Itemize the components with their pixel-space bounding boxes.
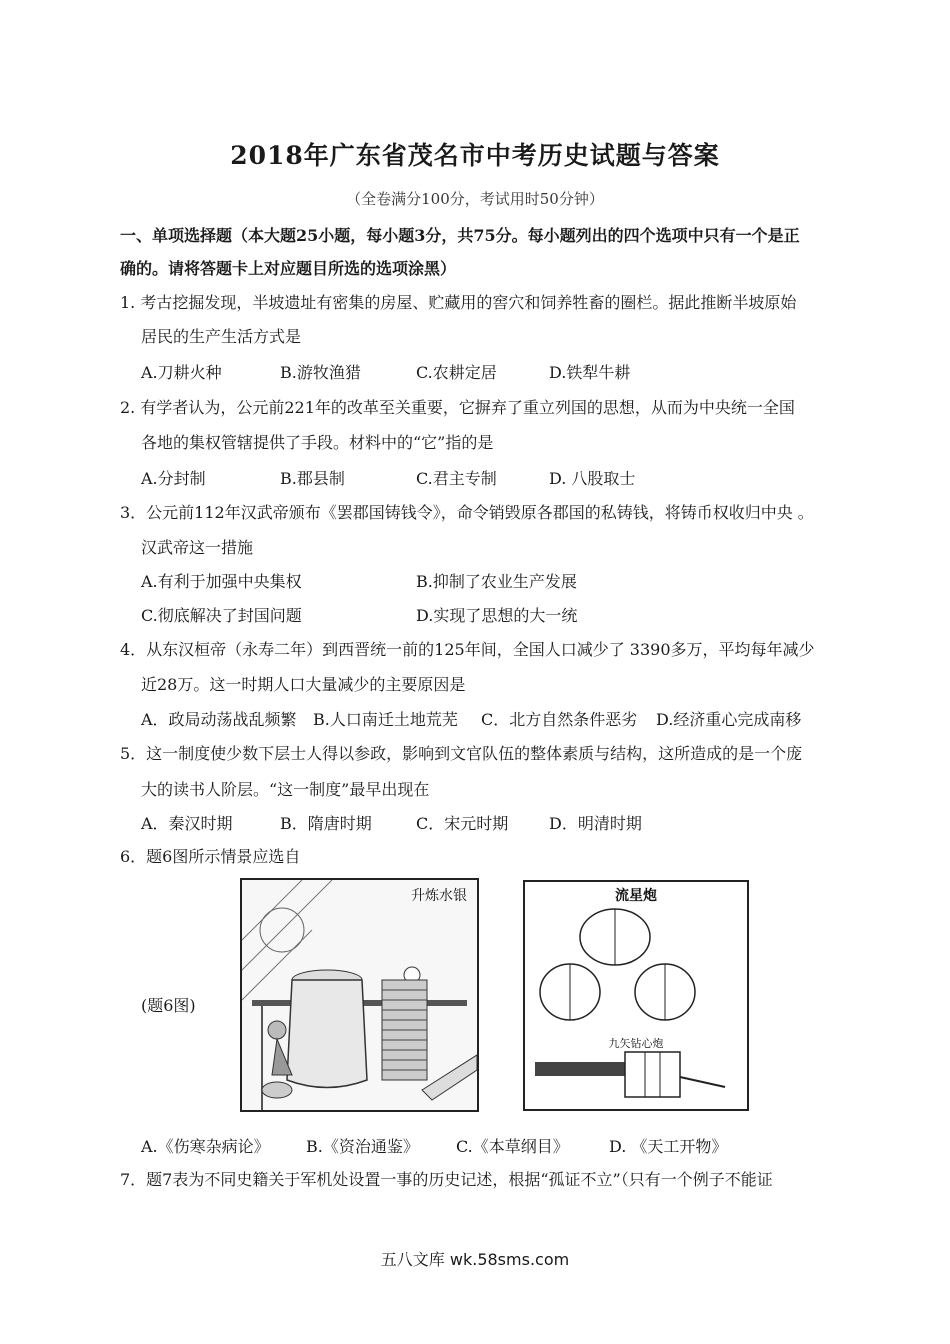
question-3-option-c: C.彻底解决了封国问题	[141, 606, 302, 625]
figure-caption: (题6图)	[141, 996, 196, 1015]
question-4-option-c: C．北方自然条件恶劣	[481, 710, 638, 729]
meteor-cannon-illustration	[525, 882, 747, 1109]
right-figure-title: 流星炮	[615, 888, 657, 904]
left-figure-title	[411, 887, 467, 904]
question-6-line-1: 6．题6图所示情景应选自	[120, 847, 301, 866]
question-5-option-c: C．宋元时期	[416, 814, 509, 833]
question-3-line-1: 3．公元前112年汉武帝颁布《罢郡国铸钱令》，命令销毁原各郡国的私铸钱，将铸币权收归中央 。	[120, 503, 814, 522]
exam-info: （全卷满分100分，考试用时50分钟）	[346, 190, 604, 208]
section-heading-line-2: 确的。请将答题卡上对应题目所选的选项涂黑）	[120, 259, 457, 278]
question-2-line-2: 各地的集权管辖提供了手段。材料中的“它”指的是	[141, 433, 494, 452]
question-4-line-1: 4．从东汉桓帝（永寿二年）到西晋统一前的125年间，全国人口减少了 3390多万，平均每年减少	[120, 640, 815, 659]
question-4-option-d: D.经济重心完成南移	[656, 710, 802, 729]
question-4-option-a: A．政局动荡战乱频繁	[141, 710, 297, 729]
question-3-option-d: D.实现了思想的大一统	[416, 606, 578, 625]
question-1-option-a: A.刀耕火种	[141, 363, 222, 382]
question-2-option-a: A.分封制	[141, 469, 206, 488]
question-3-option-a: A.有利于加强中央集权	[141, 572, 302, 591]
question-4-option-b: B.人口南迁土地荒芜	[313, 710, 458, 729]
question-6-option-b: B.《资治通鉴》	[306, 1137, 419, 1156]
question-6-option-c: C.《本草纲目》	[456, 1137, 569, 1156]
question-5-option-b: B．隋唐时期	[280, 814, 372, 833]
question-3-option-b: B.抑制了农业生产发展	[416, 572, 577, 591]
figure-right-meteor-cannon	[523, 880, 749, 1111]
question-7-line-1: 7．题7表为不同史籍关于军机处设置一事的历史记述，根据“孤证不立”（只有一个例子不能证	[120, 1170, 773, 1189]
footer-watermark: 五八文库 wk.58sms.com	[380, 1250, 570, 1269]
question-1-line-1: 1. 考古挖掘发现，半坡遗址有密集的房屋、贮藏用的窖穴和饲养牲畜的圈栏。据此推断半坡原始	[120, 293, 797, 312]
svg-text:升炼水银: 升炼水银	[411, 888, 467, 904]
question-1-option-d: D.铁犁牛耕	[549, 363, 631, 382]
page-title: 2018年广东省茂名市中考历史试题与答案	[230, 141, 720, 170]
question-5-option-d: D．明清时期	[549, 814, 642, 833]
question-5-line-2: 大的读书人阶层。“这一制度”最早出现在	[141, 780, 430, 799]
question-6-option-d: D. 《天工开物》	[609, 1137, 728, 1156]
question-5-option-a: A．秦汉时期	[141, 814, 233, 833]
question-4-line-2: 近28万。这一时期人口大量减少的主要原因是	[141, 675, 466, 694]
question-2-option-d: D. 八股取士	[549, 469, 636, 488]
question-2-option-c: C.君主专制	[416, 469, 497, 488]
right-figure-subtitle: 九矢钻心炮	[608, 1037, 664, 1050]
question-1-option-b: B.游牧渔猎	[280, 363, 361, 382]
question-6-option-a: A.《伤寒杂病论》	[141, 1137, 270, 1156]
mercury-refining-illustration	[242, 880, 477, 1110]
figure-left-mercury-refining	[240, 878, 479, 1112]
question-3-line-2: 汉武帝这一措施	[141, 538, 254, 557]
question-5-line-1: 5．这一制度使少数下层士人得以参政，影响到文官队伍的整体素质与结构，这所造成的是一个庞	[120, 744, 803, 763]
section-heading-line-1: 一、单项选择题（本大题25小题，每小题3分，共75分。每小题列出的四个选项中只有一个是正	[120, 226, 800, 245]
question-2-option-b: B.郡县制	[280, 469, 345, 488]
question-1-option-c: C.农耕定居	[416, 363, 497, 382]
question-2-line-1: 2. 有学者认为，公元前221年的改革至关重要，它摒弃了重立列国的思想，从而为中央统一全国	[120, 398, 795, 417]
question-1-line-2: 居民的生产生活方式是	[141, 327, 302, 346]
